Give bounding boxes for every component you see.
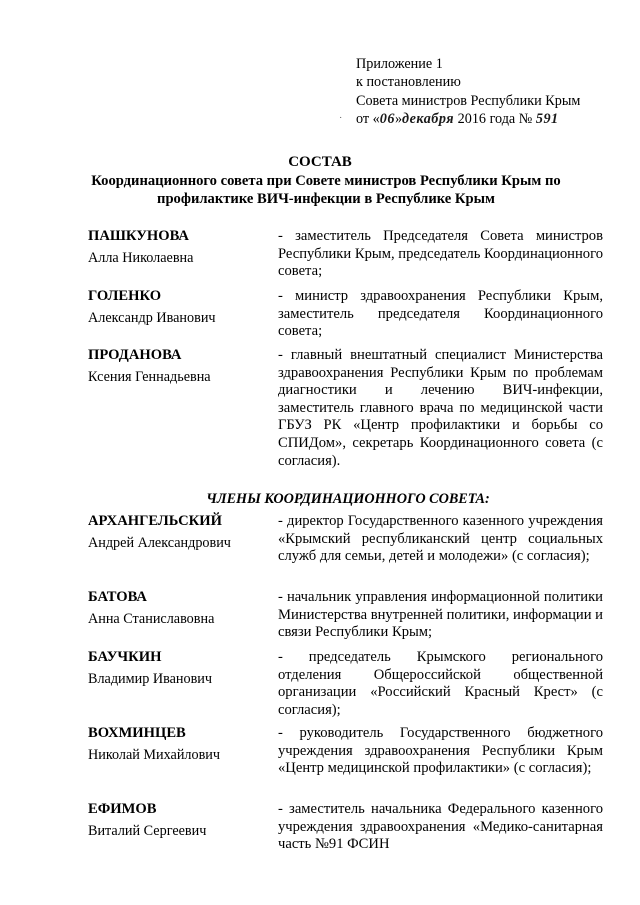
position-description: - директор Государственного казенного учреждения «Крымский республиканский центр социальных служб для семьи, детей и молодежи» (с согласия); <box>278 513 603 565</box>
surname: БАТОВА <box>88 589 147 605</box>
date-prefix: от « <box>356 111 380 128</box>
appendix-line-2: к постановлению <box>356 74 461 91</box>
surname: ВОХМИНЦЕВ <box>88 725 186 741</box>
decree-number: 591 <box>535 111 559 128</box>
position-description: - руководитель Государственного бюджетного учреждения здравоохранения Республики Крым «Центр медицинской профилактики» (с согласия); <box>278 725 603 777</box>
position-description: - заместитель Председателя Совета министров Республики Крым, председатель Координационного совета; <box>278 228 603 280</box>
given-name: Александр Иванович <box>88 309 216 326</box>
given-name: Николай Михайлович <box>88 746 221 763</box>
appendix-line-1: Приложение 1 <box>356 56 443 72</box>
surname: ГОЛЕНКО <box>88 288 162 304</box>
surname: ПРОДАНОВА <box>88 347 182 363</box>
appendix-line-3: Совета министров Республики Крым <box>356 92 581 109</box>
given-name: Анна Станиславовна <box>88 610 215 627</box>
document-title: СОСТАВ <box>288 154 352 170</box>
position-description: - начальник управления информационной политики Министерства внутренней политики, информации и связи Республики Крым; <box>278 589 603 641</box>
position-description: - заместитель начальника Федерального казенного учреждения здравоохранения «Медико-санитарная часть №91 ФСИН <box>278 801 603 853</box>
given-name: Андрей Александрович <box>88 534 231 551</box>
date-mid: » <box>394 111 403 128</box>
date-day: 06 <box>379 111 395 128</box>
document-subtitle: Координационного совета при Совете министров Республики Крым по профилактике ВИЧ-инфекции в Республике Крым <box>91 173 561 207</box>
given-name: Виталий Сергеевич <box>88 822 207 839</box>
surname: БАУЧКИН <box>88 649 162 665</box>
appendix-date-line <box>356 110 606 128</box>
position-description: - министр здравоохранения Республики Крым, заместитель председателя Координационного совета; <box>278 288 603 340</box>
surname: ЕФИМОВ <box>88 801 157 817</box>
date-year: 2016 года № <box>454 111 536 128</box>
margin-dot: ˙ <box>339 116 343 127</box>
given-name: Ксения Геннадьевна <box>88 368 211 385</box>
appendix-block <box>339 55 606 129</box>
date-month: декабря <box>402 111 455 128</box>
position-description: - председатель Крымского регионального отделения Общероссийской общественной организации «Российский Красный Крест» (с согласия); <box>278 649 603 718</box>
given-name: Алла Николаевна <box>88 249 194 266</box>
surname: ПАШКУНОВА <box>88 228 189 244</box>
surname: АРХАНГЕЛЬСКИЙ <box>88 513 222 529</box>
members-section-heading: ЧЛЕНЫ КООРДИНАЦИОННОГО СОВЕТА: <box>206 491 490 507</box>
position-description: - главный внештатный специалист Министерства здравоохранения Республики Крым по проблемам диагностики и лечению ВИЧ-инфекции, заместитель главного врача по медицинской части ГБУЗ РК «Центр профилактики и борьбы со СПИДом», секретарь Координационного совета (с согласия). <box>278 347 603 469</box>
given-name: Владимир Иванович <box>88 670 213 687</box>
